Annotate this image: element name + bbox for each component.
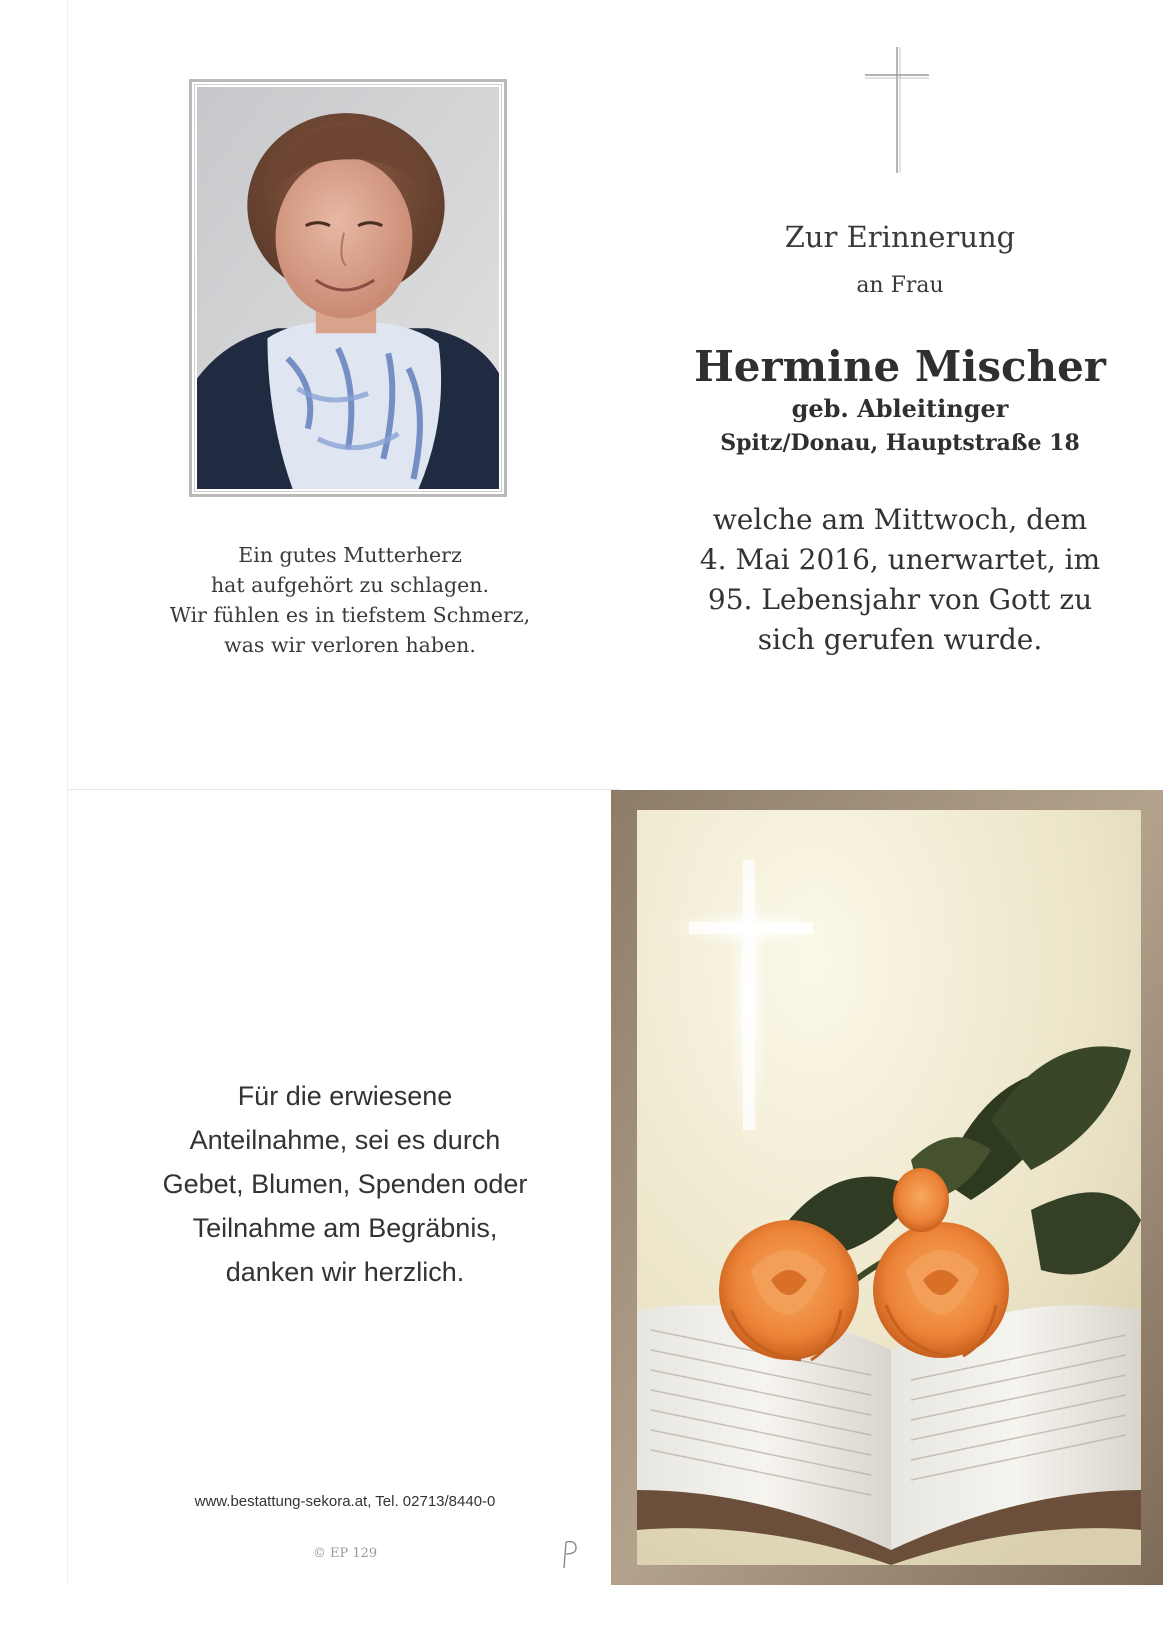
poem-line: was wir verloren haben. <box>224 633 476 657</box>
poem-line: hat aufgehört zu schlagen. <box>210 573 490 597</box>
poem-line: Wir fühlen es in tiefstem Schmerz, <box>169 603 531 627</box>
print-code: © EP 129 <box>312 1546 378 1561</box>
portrait-frame <box>189 79 507 497</box>
salutation: an Frau <box>856 273 944 298</box>
maiden-name: geb. Ableitinger <box>791 394 1009 423</box>
thanks-line: Für die erwiesene <box>237 1081 453 1111</box>
portrait-photo <box>197 87 499 489</box>
roses-on-bible-image <box>611 790 1163 1585</box>
pen-mark-icon <box>558 1538 584 1570</box>
death-notice-line: welche am Mittwoch, dem <box>712 503 1088 536</box>
address: Spitz/Donau, Hauptstraße 18 <box>720 430 1080 456</box>
death-notice-line: 4. Mai 2016, unerwartet, im <box>699 543 1101 576</box>
thanks-line: Gebet, Blumen, Spenden oder <box>162 1169 528 1199</box>
death-notice-line: sich gerufen wurde. <box>757 623 1043 656</box>
thanks-message <box>120 1074 570 1294</box>
thanks-line: Teilnahme am Begräbnis, <box>192 1213 498 1243</box>
fold-line-vertical <box>67 0 68 1585</box>
poem-line: Ein gutes Mutterherz <box>238 543 462 567</box>
death-notice-line: 95. Lebensjahr von Gott zu <box>707 583 1093 616</box>
memorial-heading: Zur Erinnerung <box>784 220 1016 254</box>
fold-line-horizontal <box>67 789 620 790</box>
deceased-name: Hermine Mischer <box>694 342 1106 391</box>
cross-icon <box>865 47 929 173</box>
death-notice <box>672 500 1128 660</box>
thanks-line: danken wir herzlich. <box>225 1257 465 1287</box>
thanks-line: Anteilnahme, sei es durch <box>189 1125 501 1155</box>
contact-line: www.bestattung-sekora.at, Tel. 02713/8440-0 <box>194 1493 496 1510</box>
poem <box>150 540 550 660</box>
